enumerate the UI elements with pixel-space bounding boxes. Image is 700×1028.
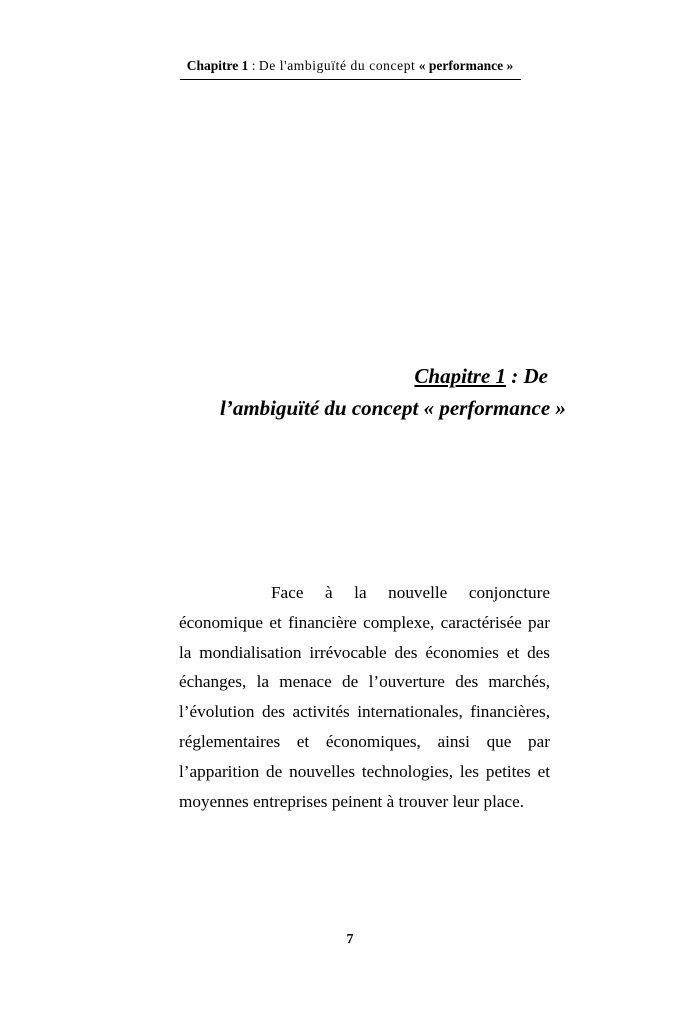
chapter-title-line-1 <box>180 360 548 392</box>
header-separator: : <box>251 58 256 73</box>
body-paragraph <box>179 578 550 816</box>
body-paragraph-rest: économique et financière complexe, caractérisée par la mondialisation irrévocable des économies et des échanges, la menace de l’ouverture des marchés, l’évolution des activités internationales, financières, réglementaires et économiques, ainsi que par l’apparition de nouvelles technologies, les petites et moyennes entreprises peinent à trouver leur place. <box>179 612 550 811</box>
header-rule <box>180 79 521 80</box>
body-paragraph-first-line: Face à la nouvelle conjoncture <box>271 583 550 602</box>
chapter-title-line-1-rest: : De <box>506 364 548 388</box>
header-chapter-title: De l'ambiguïté du concept <box>258 58 416 73</box>
page-number: 7 <box>346 932 354 947</box>
chapter-title <box>180 360 566 424</box>
chapter-title-label: Chapitre 1 <box>414 364 507 388</box>
chapter-title-line-2: l’ambiguïté du concept « performance » <box>220 396 566 420</box>
running-header <box>180 58 520 74</box>
header-chapter-label: Chapitre 1 <box>186 58 249 73</box>
header-chapter-title-bold: « performance » <box>418 58 514 73</box>
